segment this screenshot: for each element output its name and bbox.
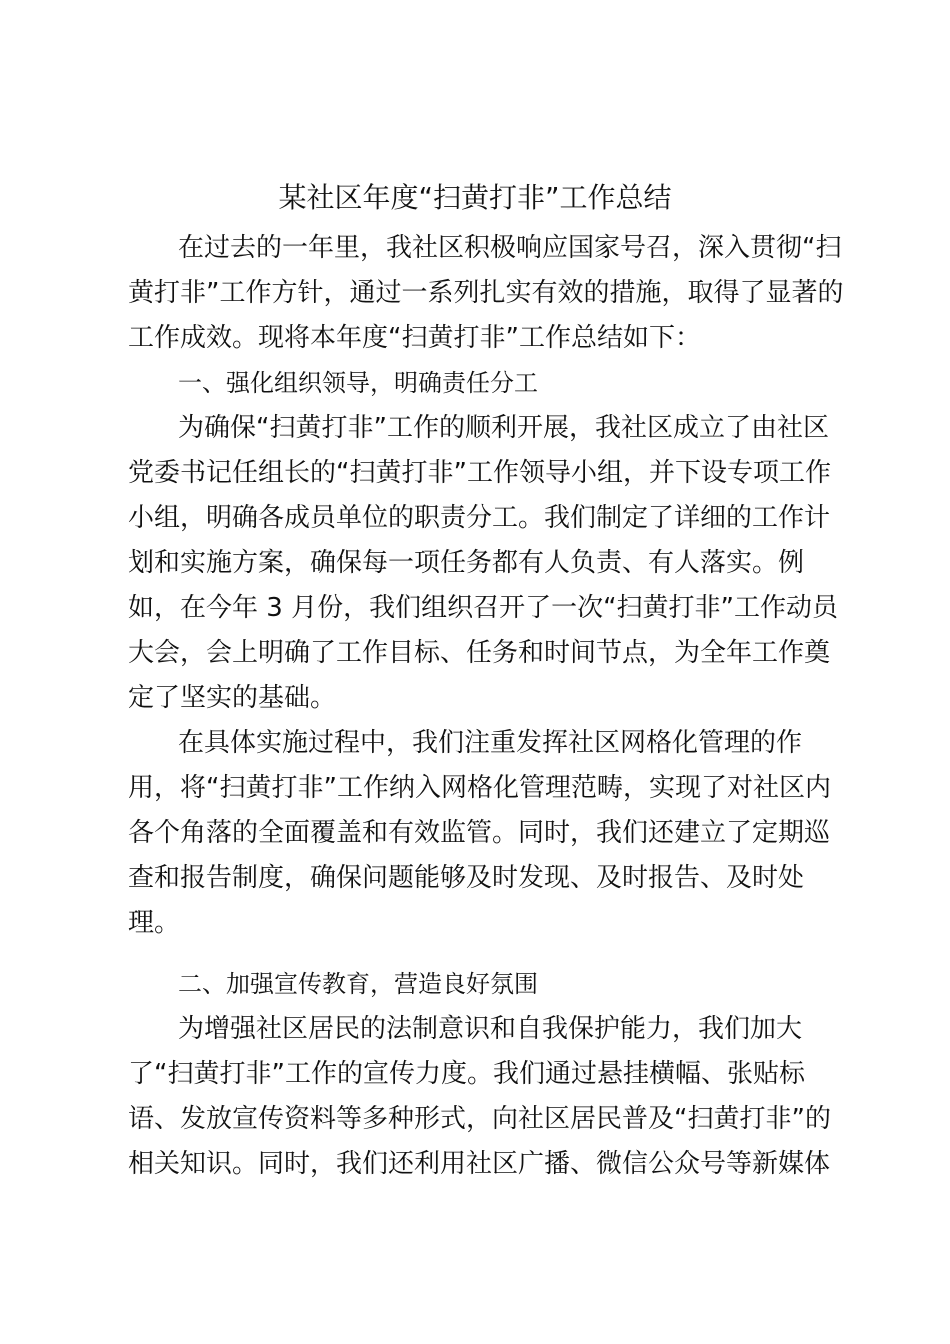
paragraph-line: 了“扫黄打非”工作的宣传力度。我们通过悬挂横幅、张贴标 — [128, 1059, 805, 1089]
paragraph-line: 黄打非”工作方针，通过一系列扎实有效的措施，取得了显著的 — [128, 278, 844, 308]
section-heading: 二、加强宣传教育，营造良好氛围 — [178, 970, 538, 998]
paragraph-line: 划和实施方案，确保每一项任务都有人负责、有人落实。例 — [128, 548, 805, 578]
paragraph-line: 大会，会上明确了工作目标、任务和时间节点，为全年工作奠 — [128, 638, 831, 668]
paragraph-line: 用，将“扫黄打非”工作纳入网格化管理范畴，实现了对社区内 — [128, 773, 831, 803]
paragraph-line: 为确保“扫黄打非”工作的顺利开展，我社区成立了由社区 — [178, 413, 829, 443]
paragraph-line: 在具体实施过程中，我们注重发挥社区网格化管理的作 — [178, 728, 803, 758]
paragraph-line: 各个角落的全面覆盖和有效监管。同时，我们还建立了定期巡 — [128, 818, 831, 848]
paragraph-gap — [128, 946, 828, 962]
paragraph-line: 工作成效。现将本年度“扫黄打非”工作总结如下： — [128, 323, 701, 353]
paragraph-line: 语、发放宣传资料等多种形式，向社区居民普及“扫黄打非”的 — [128, 1104, 831, 1134]
document-title: 某社区年度“扫黄打非”工作总结 — [278, 181, 672, 214]
document-body — [128, 226, 844, 1187]
paragraph-line: 小组，明确各成员单位的职责分工。我们制定了详细的工作计 — [128, 503, 831, 533]
paragraph-line: 相关知识。同时，我们还利用社区广播、微信公众号等新媒体 — [128, 1149, 831, 1179]
paragraph-line: 在过去的一年里，我社区积极响应国家号召，深入贯彻“扫 — [178, 233, 842, 263]
paragraph-line: 如，在今年 3 月份，我们组织召开了一次“扫黄打非”工作动员 — [128, 593, 839, 623]
paragraph-line: 查和报告制度，确保问题能够及时发现、及时报告、及时处 — [128, 863, 805, 893]
paragraph-line: 理。 — [128, 908, 181, 938]
paragraph-line: 定了坚实的基础。 — [128, 683, 337, 713]
paragraph-line: 党委书记任组长的“扫黄打非”工作领导小组，并下设专项工作 — [128, 458, 831, 488]
section-heading: 一、强化组织领导，明确责任分工 — [178, 369, 538, 397]
paragraph-line: 为增强社区居民的法制意识和自我保护能力，我们加大 — [178, 1014, 803, 1044]
